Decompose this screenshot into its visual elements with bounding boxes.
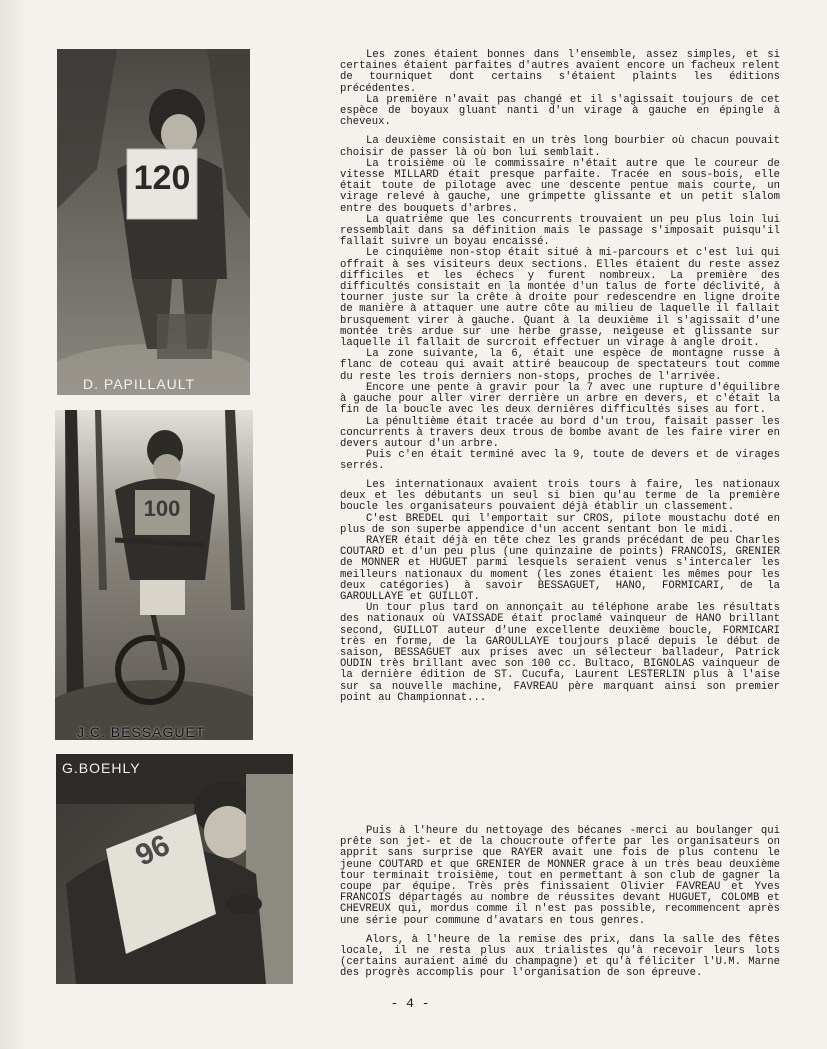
photo-papillault bbox=[57, 49, 250, 395]
paragraph: La premiëre n'avait pas changé et il s'agissait toujours de cet espèce de boyaux gluant nanti d'un virage à gauche en épingle à cheveux. bbox=[340, 93, 780, 129]
paragraph: Un tour plus tard on annonçait au téléphone arabe les résultats des nationaux où VAISSADE était proclamé vainqueur de HANO brillant second, GUILLOT auteur d'une excellente deuxième boucle, FORMICARI très en forme, de la GAROULLAYE toujours placé depuis le début de saison, BESSAGUET aux prises avec un sélecteur balladeur, Patrick OUDIN très brillant avec son 100 cc. Bultaco, BIGNOLAS vainqueur de la dernière édition de ST. Cucufa, Laurent LESTERLIN plus à l'aise sur sa nouvelle machine, FAVREAU père marquant ainsi son premier point au Championnat... bbox=[340, 602, 780, 704]
rider-portrait-illustration bbox=[56, 754, 293, 984]
page-number: - 4 - bbox=[390, 996, 430, 1011]
article-section-conclusion bbox=[340, 826, 780, 980]
paragraph: Puis c'en était terminé avec la 9, toute de devers et de virages serrés. bbox=[340, 449, 780, 473]
rider-on-foot-illustration bbox=[57, 49, 250, 395]
paragraph: Le cinquième non-stop était situé à mi-parcours et c'est lui qui offrait à ses visiteurs deux sections. Elles étaient du reste assez difficiles et les échecs y furent nombreux. La première des difficultés consistait en la montée d'un talus de forte déclivité, à tourner juste sur la crête à droite pour redescendre en ligne droite de manière à attaquer une autre côte au milieu de laquelle il fallait brusquement virer à gauche. Quant à la deuxième il s'agissait d'une montée très ardue sur une herbe grasse, neigeuse et glissante sur laquelle il fallait de surcroit effectuer un virage à angle droit. bbox=[340, 247, 780, 350]
paragraph: La zone suivante, la 6, était une espèce de montagne russe à flanc de coteau qui avait attiré beaucoup de spectateurs tout comme du reste les trois derniers non-stops, proches de l'arrivée. bbox=[340, 348, 780, 383]
paragraph: La deuxième consistait en un très long bourbier où chacun pouvait choisir de passer là où bon lui semblait. bbox=[340, 135, 780, 159]
photo-boehly bbox=[56, 754, 293, 984]
article-section-zones bbox=[340, 50, 780, 473]
photo-caption: D. PAPILLAULT bbox=[83, 376, 196, 392]
bib-number: 100 bbox=[143, 496, 181, 521]
paragraph: Alors, à l'heure de la remise des prix, dans la salle des fêtes locale, il ne resta plus aux trialistes qu'à recevoir leurs lots (certains auraient aimé du champagne) et qu'à féliciter l'U.M. Marne des progrès accomplis pour l'organisation de son épreuve. bbox=[340, 933, 780, 980]
photo-bessaguet bbox=[55, 410, 253, 740]
paragraph: La pénultième était tracée au bord d'un trou, faisait passer les concurrents à travers deux trous de bombe avant de les faire virer en devers autour d'un arbre. bbox=[340, 415, 780, 450]
paragraph: RAYER était déjà en tête chez les grands précédant de peu Charles COUTARD et d'un peu plus (une quinzaine de points) FRANCOIS, GRENIER de MONNER et HUGUET parmi lesquels seraient venus s'intercaler les meilleurs nationaux du moment (les zones étaient les mêmes pour les deux catégories) à savoir BESSAGUET, HANO, FORMICARI, de la GAROULLAYE et GUILLOT. bbox=[340, 535, 780, 604]
bib-number: 120 bbox=[133, 159, 191, 197]
binder-edge bbox=[0, 0, 24, 1049]
bib-number: 96 bbox=[130, 828, 175, 873]
rider-on-motorcycle-illustration bbox=[55, 410, 253, 740]
paragraph: La troisième où le commissaire n'était autre que le coureur de vitesse MILLARD était presque parfaite. Tracée en sous-bois, elle était toute de pilotage avec une descente pentue mais courte, un virage relevé à gauche, une grimpette glissante et un petit slalom entre des bouquets d'arbres. bbox=[340, 157, 780, 215]
paragraph: La quatrième que les concurrents trouvaient un peu plus loin lui ressemblait dans sa définition mais le passage s'imposait puisqu'il fallait suivre un boyau encaissé. bbox=[340, 213, 780, 249]
paragraph: Les zones étaient bonnes dans l'ensemble, assez simples, et si certaines étaient parfaites d'autres avaient encore un facheux relent de tourniquet dont certains s'étaient plaints les éditions précédentes. bbox=[340, 49, 780, 95]
paragraph: Encore une pente à gravir pour la 7 avec une rupture d'équilibre à gauche pour aller virer derrière un arbre en devers, et c'était la fin de la boucle avec les deux dernières difficultés sises au fort. bbox=[340, 381, 780, 417]
article-section-results bbox=[340, 480, 780, 704]
paragraph: Les internationaux avaient trois tours à faire, les nationaux deux et les débutants un seul si bien qu'au terme de la première boucle les organisateurs pouvaient déjà établir un classement. bbox=[340, 479, 780, 514]
photo-caption: G.BOEHLY bbox=[62, 760, 141, 776]
paragraph: C'est BREDEL qui l'emportait sur CROS, pilote moustachu doté en plus de son superbe appendice d'un accent sentant bon le midi. bbox=[340, 512, 780, 536]
paragraph: Puis à l'heure du nettoyage des bécanes -merci au boulanger qui prête son jet- et de la choucroute offerte par les organisateurs on apprit sans surprise que RAYER avait une fois de plus contenu le jeune COUTARD et que GRENIER de MONNER grace à un très beau deuxième tour terminait troisième, tout en permettant à son club de gagner la coupe par équipe. Très près finissaient Olivier FAVREAU et Yves FRANCOIS départagés au nombre de réussites devant HUGUET, COLOMB et CHEVREUX qui, mordus comme il n'est pas possible, recommencent après une série pour commune d'avatars en tous genres. bbox=[340, 825, 780, 927]
photo-caption: J.C. BESSAGUET bbox=[77, 724, 206, 740]
